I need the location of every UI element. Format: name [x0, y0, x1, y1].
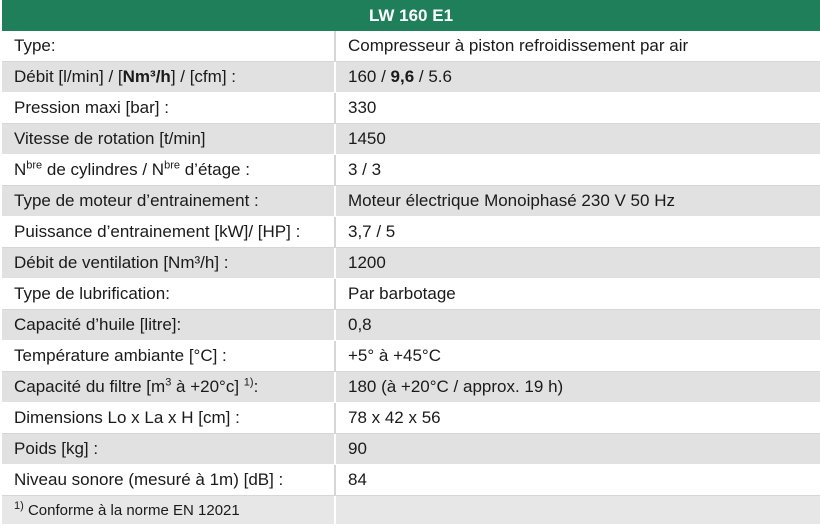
row-label: Type de moteur d’entrainement : [2, 186, 335, 217]
row-value: +5° à +45°C [335, 341, 820, 372]
row-value: 1200 [335, 248, 820, 279]
row-label: Type de lubrification: [2, 279, 335, 310]
spec-sheet [2, 0, 820, 524]
row-label: Vitesse de rotation [t/min] [2, 124, 335, 155]
row-label: Température ambiante [°C] : [2, 341, 335, 372]
row-value: Moteur électrique Monoiphasé 230 V 50 Hz [335, 186, 820, 217]
table-row [2, 186, 820, 217]
row-value: 3 / 3 [335, 155, 820, 186]
table-row [2, 93, 820, 124]
row-label: Capacité d’huile [litre]: [2, 310, 335, 341]
footnote-text: Conforme à la norme EN 12021 [23, 501, 240, 519]
row-value: 3,7 / 5 [335, 217, 820, 248]
table-row [2, 248, 820, 279]
footnote-marker: 1) [14, 499, 24, 512]
row-value: 90 [335, 434, 820, 465]
row-label: Niveau sonore (mesuré à 1m) [dB] : [2, 465, 335, 496]
table-row [2, 341, 820, 372]
row-label: Pression maxi [bar] : [2, 93, 335, 124]
table-row [2, 155, 820, 186]
row-value: 78 x 42 x 56 [335, 403, 820, 434]
table-row [2, 372, 820, 403]
row-label: Débit de ventilation [Nm³/h] : [2, 248, 335, 279]
row-value: 160 / 9,6 / 5.6 [335, 62, 820, 93]
table-row [2, 62, 820, 93]
row-value: Compresseur à piston refroidissement par air [335, 31, 820, 62]
footnote-empty-cell [335, 496, 820, 525]
spec-table [2, 31, 820, 524]
row-value: Par barbotage [335, 279, 820, 310]
footnote [2, 496, 335, 525]
table-row [2, 434, 820, 465]
table-row [2, 217, 820, 248]
row-value: 180 (à +20°C / approx. 19 h) [335, 372, 820, 403]
row-label: Capacité du filtre [$m^3$ à +20°c] $^{1)}$: [2, 372, 335, 403]
table-row [2, 465, 820, 496]
row-label: $N^{bre}$ de cylindres / $N^{bre}$ d’étage : [2, 155, 335, 186]
row-label: Poids [kg] : [2, 434, 335, 465]
row-value: 0,8 [335, 310, 820, 341]
table-title: LW 160 E1 [2, 0, 820, 31]
table-row [2, 124, 820, 155]
table-row [2, 279, 820, 310]
row-value: 330 [335, 93, 820, 124]
row-label: Débit [l/min] / [Nm³/h] / [cfm] : [2, 62, 335, 93]
row-value: 1450 [335, 124, 820, 155]
footnote-row [2, 496, 820, 525]
row-label: Type: [2, 31, 335, 62]
row-label: Dimensions Lo x La x H [cm] : [2, 403, 335, 434]
row-value: 84 [335, 465, 820, 496]
table-row [2, 310, 820, 341]
table-row [2, 403, 820, 434]
row-label: Puissance d’entrainement [kW]/ [HP] : [2, 217, 335, 248]
table-row [2, 31, 820, 62]
